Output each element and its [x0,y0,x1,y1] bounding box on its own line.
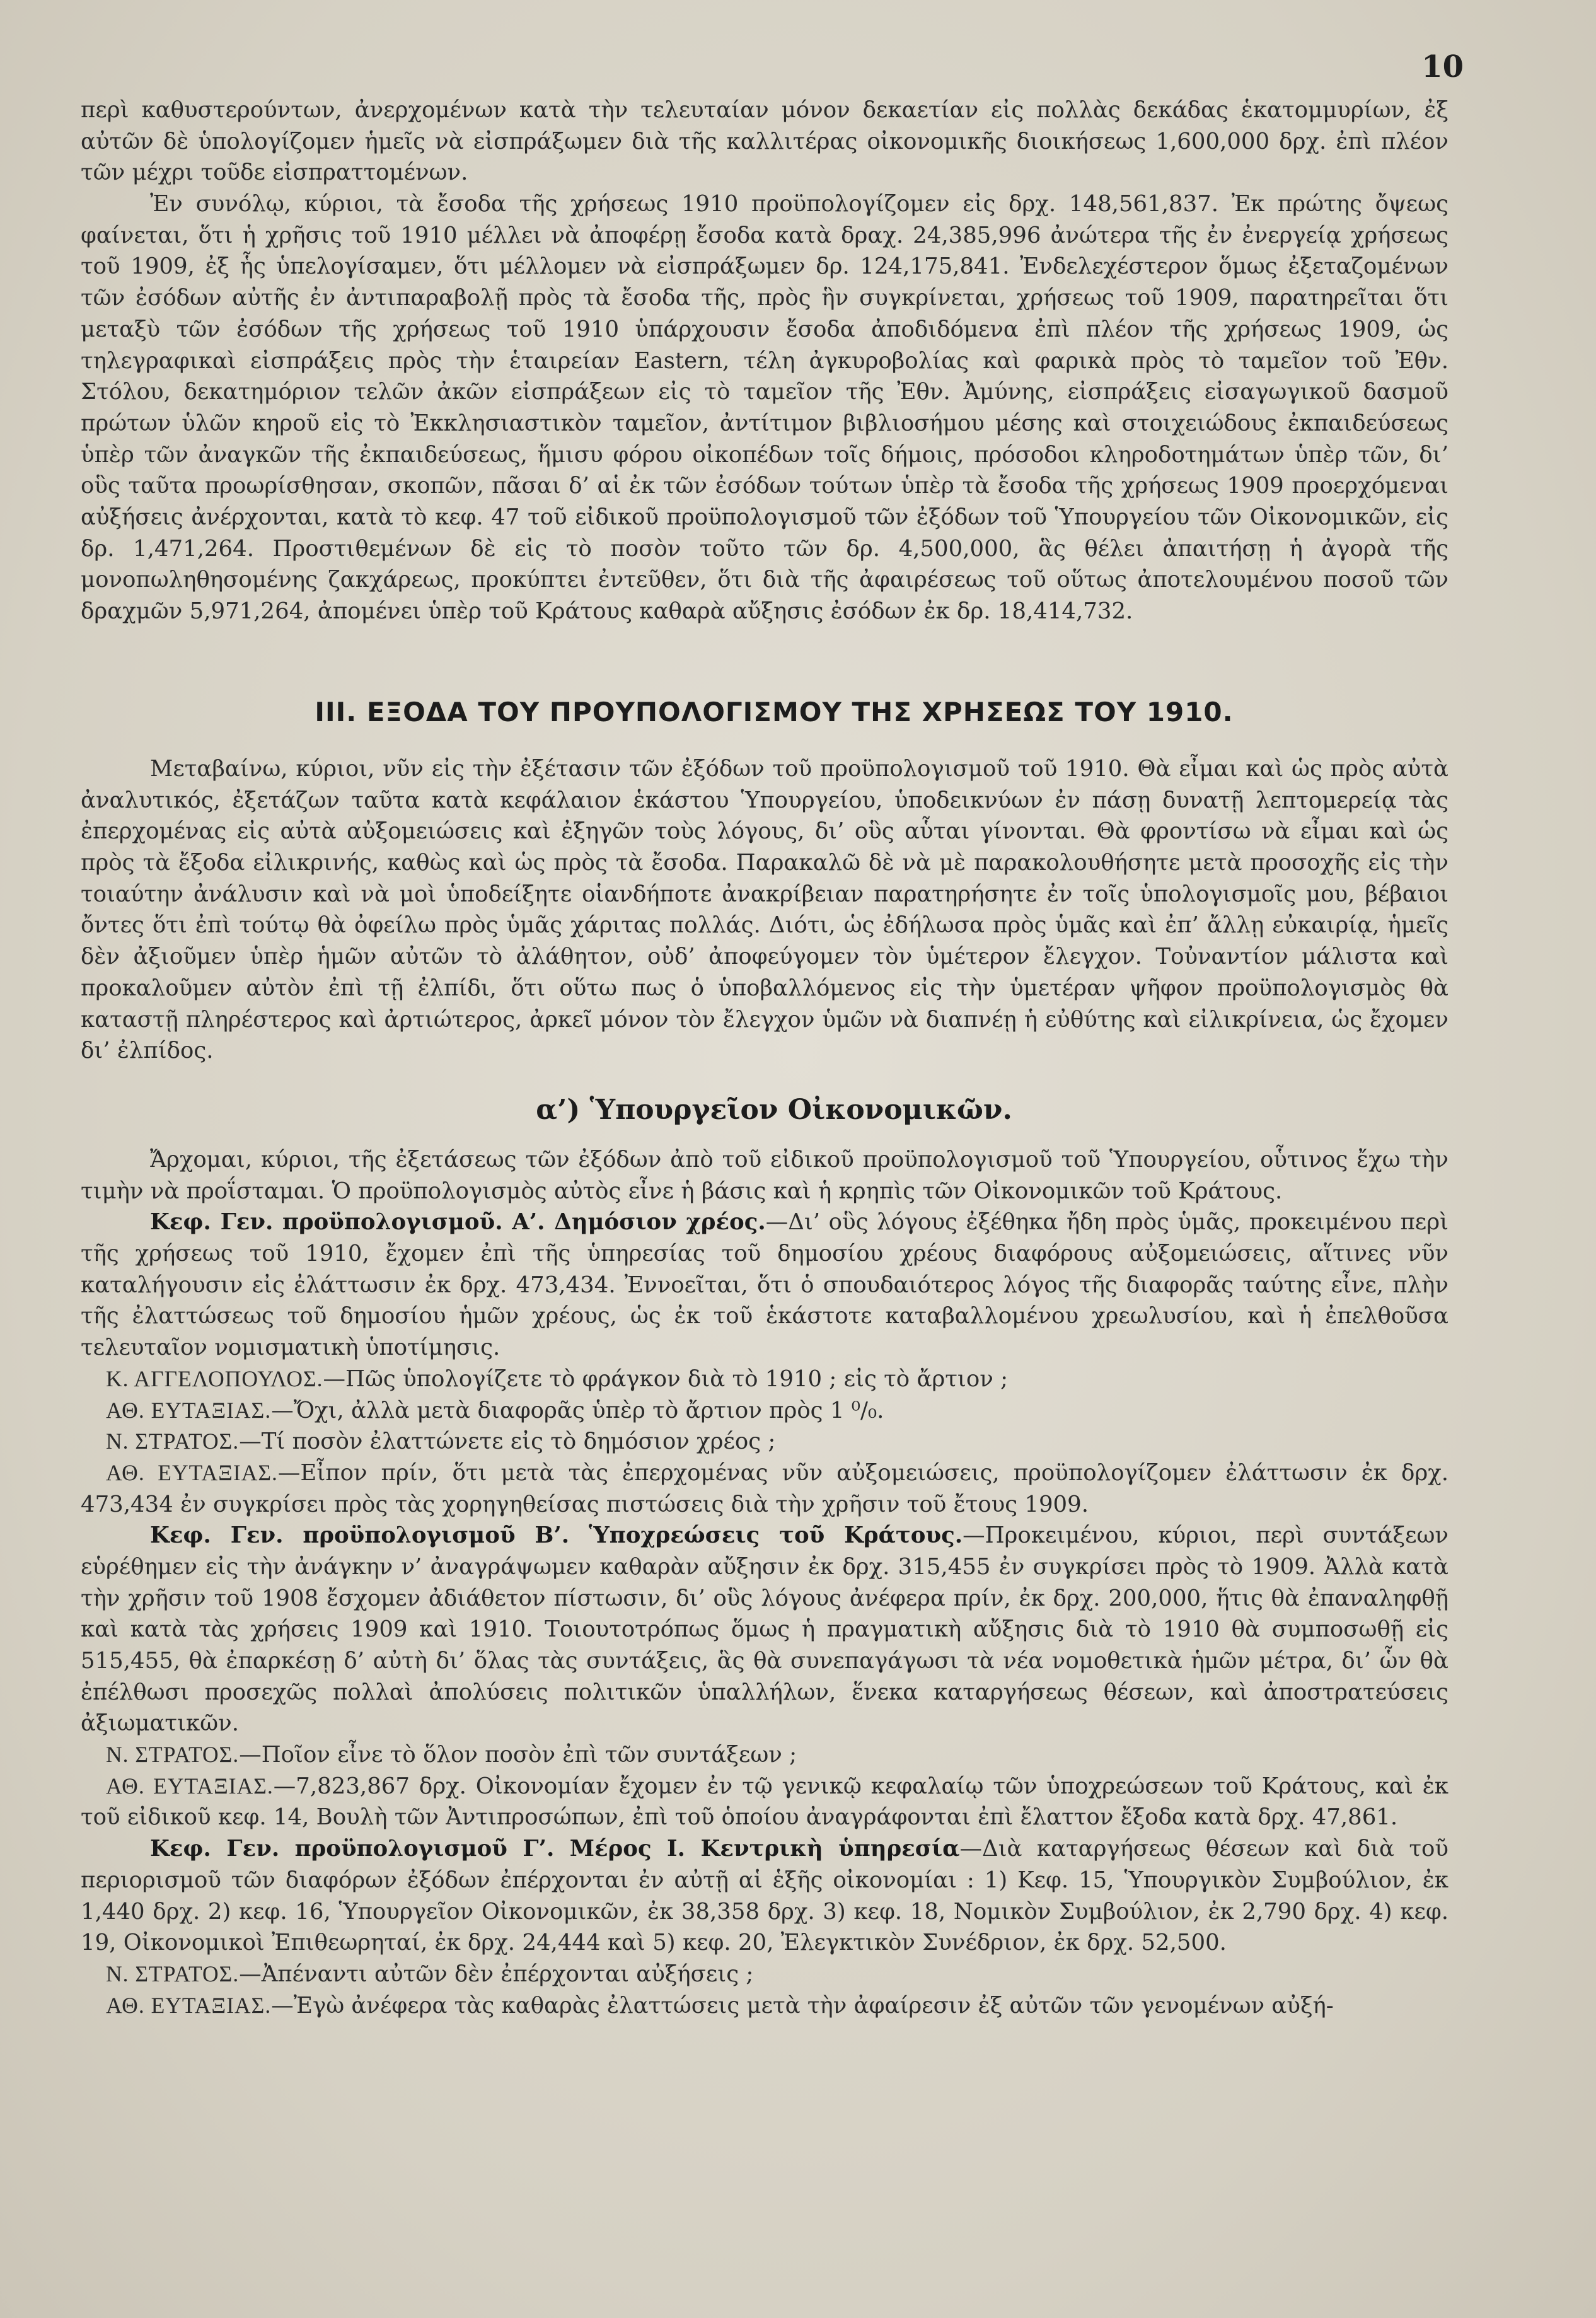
section-heading: III. ΕΞΟΔΑ ΤΟΥ ΠΡΟΥΠΟΛΟΓΙΣΜΟΥ ΤΗΣ ΧΡΗΣΕΩΣ ΤΟΥ 1910. [315,697,1234,727]
kef-g-text: —Διὰ καταργήσεως θέσεων καὶ διὰ τοῦ περιορισμοῦ τῶν διαφόρων ἐξόδων ἐπέρχονται ἐν αὐτῇ αἱ ἑξῆς οἰκονομίαι : 1) Κεφ. 15, Ὑπουργικὸν Συμβούλιον, ἐκ 1,440 δρχ. 2) κεφ. 16, Ὑπουργεῖον Οἰκονομικῶν, ἐκ 38,358 δρχ. 3) κεφ. 18, Νομικὸν Συμβούλιον, ἐκ 2,790 δρχ. 4) κεφ. 19, Οἰκονομικοὶ Ἐπιθεωρηταί, ἐκ δρχ. 24,444 καὶ 5) κεφ. 20, Ἐλεγκτικὸν Συνέδριον, ἐκ δρχ. 52,500. [81,1836,1449,1956]
dialogue-line [81,1457,1449,1520]
page-number: 10 [1421,49,1464,84]
speaker: Ν. ΣΤΡΑΤΟΣ. [106,1961,240,1986]
dialogue-line [81,1959,1449,1990]
speaker: ΑΘ. ΕΥΤΑΞΙΑΣ. [106,1992,272,2018]
ministry-subheading: α’) Ὑπουργεῖον Οἰκονομικῶν. [536,1094,1012,1126]
paragraph-intro: Μεταβαίνω, κύριοι, νῦν εἰς τὴν ἐξέτασιν τῶν ἐξόδων τοῦ προϋπολογισμοῦ τοῦ 1910. Θὰ εἶμαι καὶ ὡς πρὸς αὐτὰ ἀναλυτικός, ἐξετάζων ταῦτα κατὰ κεφάλαιον ἑκάστου Ὑπουργείου, ὑποδεικνύων ἐν πάσῃ δυνατῇ λεπτομερείᾳ τὰς ἐπερχομένας εἰς αὐτὰ αὐξομειώσεις καὶ ἐξηγῶν τοὺς λόγους, δι’ οὓς αὗται γίνονται. Θὰ φροντίσω νὰ εἶμαι καὶ ὡς πρὸς τὰ ἔξοδα εἰλικρινής, καθὼς καὶ ὡς πρὸς τὰ ἔσοδα. Παρακαλῶ δὲ νὰ μὲ παρακολουθήσητε μετὰ προσοχῆς εἰς τὴν τοιαύτην ἀνάλυσιν καὶ νὰ μοὶ ὑποδείξητε οἱανδήποτε ἀνακρίβειαν παρατηρήσητε ἐν τοῖς ὑπολογισμοῖς μου, βέβαιοι ὄντες ὅτι ἐπὶ τούτῳ θὰ ὀφείλω πρὸς ὑμᾶς χάριτας πολλάς. Διότι, ὡς ἐδήλωσα πρὸς ὑμᾶς καὶ ἐπ’ ἄλλῃ εὐκαιρίᾳ, ἡμεῖς δὲν ἀξιοῦμεν ὑπὲρ ἡμῶν αὐτῶν τὸ ἀλάθητον, οὐδ’ ἀποφεύγομεν τὸν ὑμέτερον ἔλεγχον. Τοὐναντίον μάλιστα καὶ προκαλοῦμεν αὐτὸν ἐπὶ τῇ ἐλπίδι, ὅτι οὕτω πως ὁ ὑποβαλλόμενος εἰς τὴν ὑμετέραν ψῆφον προϋπολογισμὸς θὰ καταστῇ πληρέστερος καὶ ἀρτιώτερος, ἀρκεῖ μόνον τὸν ἔλεγχον ὑμῶν νὰ διαπνέῃ ἡ εὐθύτης καὶ εἰλικρίνεια, ὡς ἔχομεν δι’ ἐλπίδος. [81,756,1449,1064]
speech: —Πῶς ὑπολογίζετε τὸ φράγκον διὰ τὸ 1910 ; εἰς τὸ ἄρτιον ; [323,1365,1009,1392]
main-text-block [81,1144,1449,2021]
kef-g-title: Κεφ. Γεν. προϋπολογισμοῦ Γ’. Μέρος Ι. Κεντρικὴ ὑπηρεσία [150,1836,960,1862]
speaker: ΑΘ. ΕΥΤΑΞΙΑΣ. [106,1459,278,1485]
dialogue-line [81,1395,1449,1427]
kef-b-title: Κεφ. Γεν. προϋπολογισμοῦ Β’. Ὑποχρεώσεις τοῦ Κράτους. [150,1522,963,1549]
speaker: Ν. ΣΤΡΑΤΟΣ. [106,1428,240,1454]
dialogue-line [81,1771,1449,1833]
kef-b-text: —Προκειμένου, κύριοι, περὶ συντάξεων εὑρέθημεν εἰς τὴν ἀνάγκην ν’ ἀναγράψωμεν καθαρὰν αὔξησιν ἐκ δρχ. 315,455 ἐν συγκρίσει πρὸς τὸ 1909. Ἀλλὰ κατὰ τὴν χρῆσιν τοῦ 1908 ἔσχομεν ἀδιάθετον πίστωσιν, δι’ οὓς λόγους ἀνέφερα πρίν, ἐκ δρχ. 200,000, ἥτις θὰ ἐπαναληφθῇ καὶ κατὰ τὰς χρήσεις 1909 καὶ 1910. Τοιουτοτρόπως ὅμως ἡ πραγματικὴ αὔξησις διὰ τὸ 1910 θὰ συμποσωθῇ εἰς 515,455, θὰ ἐπαρκέσῃ δ’ αὐτὴ δι’ ὅλας τὰς συντάξεις, ἃς θὰ συνεπαγάγωσι τὰ νέα νομοθετικὰ ἡμῶν μέτρα, δι’ ὧν θὰ ἐπέλθωσι προσεχῶς πολλαὶ ἀπολύσεις πολιτικῶν ὑπαλλήλων, ἕνεκα καταργήσεως θέσεων, καὶ ἀποστρατεύσεις ἀξιωματικῶν. [81,1522,1449,1737]
kef-a-title: Κεφ. Γεν. προϋπολογισμοῦ. Α’. Δημόσιον χρέος. [150,1209,766,1236]
paragraph-arxomai: Ἄρχομαι, κύριοι, τῆς ἐξετάσεως τῶν ἐξόδων ἀπὸ τοῦ εἰδικοῦ προϋπολογισμοῦ τοῦ Ὑπουργείου, οὗτινος ἔχω τὴν τιμὴν νὰ προΐσταμαι. Ὁ προϋπολογισμὸς αὐτὸς εἶνε ἡ βάσις καὶ ἡ κρηπὶς τῶν Οἰκονομικῶν τοῦ Κράτους. [81,1147,1449,1204]
speech: —7,823,867 δρχ. Οἰκονομίαν ἔχομεν ἐν τῷ γενικῷ κεφαλαίῳ τῶν ὑποχρεώσεων τοῦ Κράτους, καὶ ἐκ τοῦ εἰδικοῦ κεφ. 14, Βουλὴ τῶν Ἀντιπροσώπων, ἐπὶ τοῦ ὁποίου ἀναγράφονται ἐπὶ ἔλαττον ἔξοδα κατὰ δρχ. 47,861. [81,1773,1449,1831]
dialogue-line [81,1426,1449,1457]
speaker: ΑΘ. ΕΥΤΑΞΙΑΣ. [106,1773,274,1799]
speech: —Ἐγὼ ἀνέφερα τὰς καθαρὰς ἐλαττώσεις μετὰ τὴν ἀφαίρεσιν ἐξ αὐτῶν τῶν γενομένων αὐξή- [271,1992,1334,2019]
speech: —Τί ποσὸν ἐλαττώνετε εἰς τὸ δημόσιον χρέος ; [239,1428,776,1455]
speech: —Ὄχι, ἀλλὰ μετὰ διαφορᾶς ὑπὲρ τὸ ἄρτιον πρὸς 1 ⁰/₀. [271,1397,884,1423]
top-text-block [81,95,1449,627]
speaker: Ν. ΣΤΡΑΤΟΣ. [106,1742,240,1768]
dialogue-line [81,1739,1449,1771]
kef-g-paragraph [81,1833,1449,1959]
intro-text-block [81,753,1449,1067]
speech: —Εἶπον πρίν, ὅτι μετὰ τὰς ἐπερχομένας νῦν αὐξομειώσεις, προϋπολογίζομεν ἐλάττωσιν ἐκ δρχ. 473,434 ἐν συγκρίσει πρὸς τὰς χορηγηθείσας πιστώσεις διὰ τὴν χρῆσιν τοῦ ἔτους 1909. [81,1459,1449,1517]
speech: —Ποῖον εἶνε τὸ ὅλον ποσὸν ἐπὶ τῶν συντάξεων ; [239,1742,797,1768]
kef-a-paragraph [81,1207,1449,1363]
speaker: Κ. ΑΓΓΕΛΟΠΟΥΛΟΣ. [106,1365,323,1391]
paragraph-revenue-summary: Ἐν συνόλῳ, κύριοι, τὰ ἔσοδα τῆς χρήσεως 1910 προϋπολογίζομεν εἰς δρχ. 148,561,837. Ἐκ πρώτης ὄψεως φαίνεται, ὅτι ἡ χρῆσις τοῦ 1910 μέλλει νὰ ἀποφέρῃ ἔσοδα κατὰ δραχ. 24,385,996 ἀνώτερα τῆς ἐν ἐνεργείᾳ χρήσεως τοῦ 1909, ἐξ ἧς ὑπελογίσαμεν, ὅτι μέλλομεν νὰ εἰσπράξωμεν δρ. 124,175,841. Ἐνδελεχέστερον ὅμως ἐξεταζομένων τῶν ἐσόδων αὐτῆς ἐν ἀντιπαραβολῇ πρὸς τὰ ἔσοδα τῆς, πρὸς ἣν συγκρίνεται, χρήσεως τοῦ 1909, παρατηρεῖται ὅτι μεταξὺ τῶν ἐσόδων τῆς χρήσεως τοῦ 1910 ὑπάρχουσιν ἔσοδα ἀποδιδόμενα ἐπὶ πλέον τῆς χρήσεως 1909, ὡς τηλεγραφικαὶ εἰσπράξεις πρὸς τὴν ἑταιρείαν Eastern, τέλη ἀγκυροβολίας καὶ φαρικὰ πρὸς τὸ ταμεῖον τοῦ Ἐθν. Στόλου, δεκατημόριον τελῶν ἀκῶν εἰσπράξεων εἰς τὸ ταμεῖον τῆς Ἐθν. Ἀμύνης, εἰσπράξεις εἰσαγωγικοῦ δασμοῦ πρώτων ὑλῶν κηροῦ εἰς τὸ Ἐκκλησιαστικὸν ταμεῖον, ἀντίτιμον βιβλιοσήμου μέσης καὶ στοιχειώδους ἐκπαιδεύσεως ὑπὲρ τῶν ἀναγκῶν τῆς ἐκπαιδεύσεως, ἥμισυ φόρου οἰκοπέδων τοῖς δήμοις, πρόσοδοι κληροδοτημάτων ὑπὲρ τῶν, δι’ οὓς ταῦτα προωρίσθησαν, σκοπῶν, πᾶσαι δ’ αἱ ἐκ τῶν ἐσόδων τούτων ὑπὲρ τὰ ἔσοδα τῆς χρήσεως 1909 προερχόμεναι αὐξήσεις ἀνέρχονται, κατὰ τὸ κεφ. 47 τοῦ εἰδικοῦ προϋπολογισμοῦ τῶν ἐξόδων τοῦ Ὑπουργείου τῶν Οἰκονομικῶν, εἰς δρ. 1,471,264. Προστιθεμένων δὲ εἰς τὸ ποσὸν τοῦτο τῶν δρ. 4,500,000, ἃς θέλει ἀπαιτήσῃ ἡ ἀγορὰ τῆς μονοπωληθησομένης ζακχάρεως, προκύπτει ἐντεῦθεν, ὅτι διὰ τῆς ἀφαιρέσεως τοῦ οὕτως ἀποτελουμένου ποσοῦ τῶν δραχμῶν 5,971,264, ἀπομένει ὑπὲρ τοῦ Κράτους καθαρὰ αὔξησις ἐσόδων ἐκ δρ. 18,414,732. [81,191,1449,624]
paragraph-continuation: περὶ καθυστερούντων, ἀνερχομένων κατὰ τὴν τελευταίαν μόνον δεκαετίαν εἰς πολλὰς δεκάδας ἑκατομμυρίων, ἐξ αὐτῶν δὲ ὑπολογίζομεν ἡμεῖς νὰ εἰσπράξωμεν διὰ τῆς καλλιτέρας οἰκονομικῆς διοικήσεως 1,600,000 δρχ. ἐπὶ πλέον τῶν μέχρι τοῦδε εἰσπραττομένων. [81,97,1449,186]
kef-a-text: —Δι’ οὓς λόγους ἐξέθηκα ἤδη πρὸς ὑμᾶς, προκειμένου περὶ τῆς χρήσεως τοῦ 1910, ἔχομεν ἐπὶ τῆς ὑπηρεσίας τοῦ δημοσίου χρέους διαφόρους αὐξομειώσεις, αἵτινες νῦν καταλήγουσιν εἰς ἐλάττωσιν ἐκ δρχ. 473,434. Ἐννοεῖται, ὅτι ὁ σπουδαιότερος λόγος τῆς διαφορᾶς ταύτης εἶνε, πλὴν τῆς ἐλαττώσεως τοῦ δημοσίου ἡμῶν χρέους, ὡς ἐκ τοῦ ἑκάστοτε καταβαλλομένου χρεωλυσίου, καὶ ἡ ἐπελθοῦσα τελευταῖον νομισματικὴ ὑποτίμησις. [81,1209,1449,1361]
dialogue-line [81,1990,1449,2022]
speech: —Ἀπέναντι αὐτῶν δὲν ἐπέρχονται αὐξήσεις ; [239,1961,754,1987]
dialogue-line [81,1364,1449,1395]
speaker: ΑΘ. ΕΥΤΑΞΙΑΣ. [106,1397,272,1423]
kef-b-paragraph [81,1520,1449,1739]
